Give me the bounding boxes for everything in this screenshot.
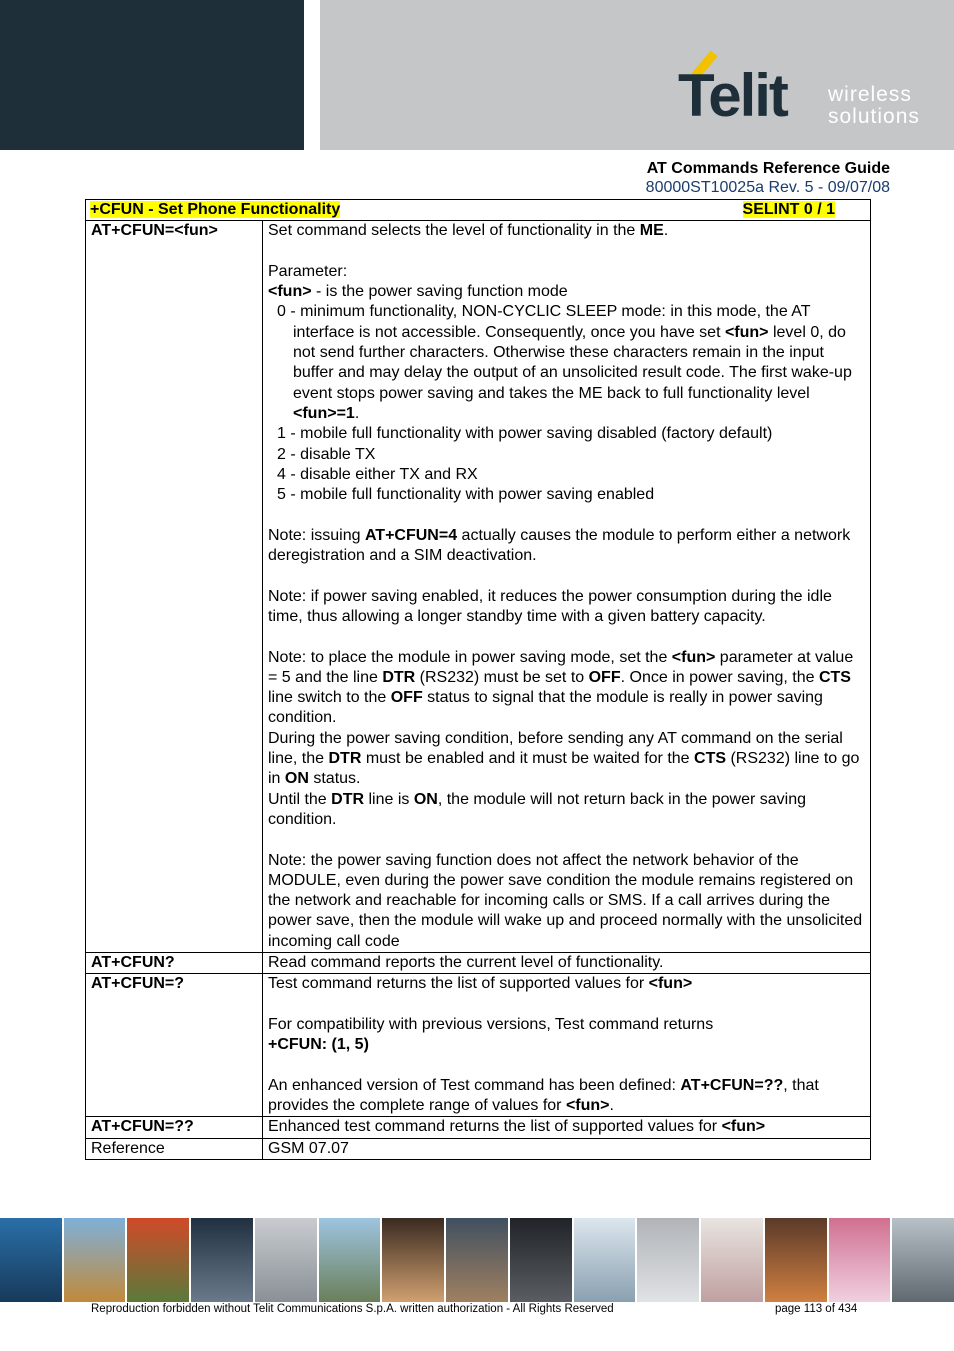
param-label: Parameter: (268, 262, 348, 280)
set-command: AT+CFUN=<fun> (86, 221, 263, 953)
table-header-row (86, 200, 871, 221)
enhanced-test-command: AT+CFUN=?? (86, 1117, 263, 1138)
footer-page-number: page 113 of 434 (775, 1303, 858, 1315)
footer-photo (446, 1218, 508, 1302)
enhanced-test-description: Enhanced test command returns the list of supported values for <fun> (263, 1117, 871, 1138)
doc-title: AT Commands Reference Guide (646, 160, 890, 177)
logo-tagline (828, 84, 920, 128)
footer-photo (892, 1218, 954, 1302)
reference-value: GSM 07.07 (263, 1138, 871, 1159)
option-0: 0 - minimum functionality, NON-CYCLIC SLEEP mode: in this mode, the AT interface is not accessible. Consequently, once you have set <fun> level 0, do not send further characters. Otherwise these characters remain in the input buffer and may delay the output of an unsolicited result code. The first wake-up event stops power saving and takes the ME back to full functionality level <fun>=1. (277, 303, 852, 422)
command-table (85, 199, 871, 1160)
test-command: AT+CFUN=? (86, 974, 263, 1117)
footer-photo (64, 1218, 126, 1302)
telit-logo (676, 46, 926, 132)
logo-tagline-2: solutions (828, 105, 920, 128)
read-description: Read command reports the current level of functionality. (263, 952, 871, 973)
footer-photo (127, 1218, 189, 1302)
selint-badge: SELINT 0 / 1 (742, 201, 835, 218)
logo-text: Telit (678, 62, 787, 129)
note-6: Note: the power saving function does not affect the network behavior of the MODULE, even during the power save condition the module remains registered on the network and reachable for incoming calls or SMS. If a call arrives during the power save, then the module will wake up and proceed normally with the unsolicited incoming call code (268, 851, 863, 950)
test-description: Test command returns the list of supported values for <fun> For compatibility with previous versions, Test command returns +CFUN: (1, 5) An enhanced version of Test command has been defined: AT+CFUN=??, that provides the complete range of values for <fun>. (263, 974, 871, 1117)
footer-copyright: Reproduction forbidden without Telit Communications S.p.A. written authorization - All Rights Reserved (91, 1303, 614, 1315)
table-row (86, 1117, 871, 1138)
footer-photo (382, 1218, 444, 1302)
footer-image-strip (0, 1218, 954, 1302)
option-5: 5 - mobile full functionality with power saving enabled (277, 486, 655, 504)
footer-photo (319, 1218, 381, 1302)
footer-photo (191, 1218, 253, 1302)
footer-photo (0, 1218, 62, 1302)
table-row (86, 1138, 871, 1159)
footer-photo (701, 1218, 763, 1302)
option-4: 4 - disable either TX and RX (277, 465, 478, 483)
table-row (86, 974, 871, 1117)
footer-photo (637, 1218, 699, 1302)
option-2: 2 - disable TX (277, 445, 376, 463)
table-title: +CFUN - Set Phone Functionality (90, 201, 341, 218)
note-2: Note: if power saving enabled, it reduces the power consumption during the idle time, thus allowing a longer standby time with a given battery capacity. (268, 587, 832, 625)
footer-photo (829, 1218, 891, 1302)
note-3: Note: to place the module in power saving mode, set the <fun> parameter at value = 5 and the line DTR (RS232) must be set to OFF. Once in power saving, the CTS line switch to the OFF status to signal that the module is really in power saving condition. (268, 648, 854, 727)
footer-photo (510, 1218, 572, 1302)
logo-tagline-1: wireless (828, 83, 912, 106)
footer-photo (765, 1218, 827, 1302)
note-1: Note: issuing AT+CFUN=4 actually causes the module to perform either a network deregistration and a SIM deactivation. (268, 526, 851, 565)
set-description: Set command selects the level of functionality in the ME. Parameter: <fun> - is the power saving function mode 0 - minimum functionality, NON-CYCLIC SLEEP mode: in this mode, the AT interface is not accessible. Consequently, once you have set <fun> level 0, do not send further characters. Otherwise these characters remain in the input buffer and may delay the output of an unsolicited result code. The first wake-up event stops power saving and takes the ME back to full functionality level <fun>=1. 1 - mobile full functionality with power saving disabled (factory default) 2 - disable TX 4 - disable either TX and RX 5 - mobile full functionality with power saving enabled Note: issuing AT+CFUN=4 actually causes the module to perform either a network deregistration and a SIM deactivation. Note: if power saving enabled, it reduces the power consumption during the idle time, thus allowing a longer standby time with a given battery capacity. Note: to place the module in power saving mode, set the <fun> parameter at value = 5 and the line DTR (RS232) must be set to OFF. Once in power saving, the CTS line switch to the OFF status to signal that the module is really in power saving condition. During the power saving condition, before sending any AT command on the serial line, the DTR must be enabled and it must be waited for the CTS (RS232) line to go in ON status. Until the DTR line is ON, the module will not return back in the power saving condition. Note: the power saving function does not affect the network behavior of the MODULE, even during the power save condition the module remains registered on the network and reachable for incoming calls or SMS. If a call arrives during the power save, then the module will wake up and proceed normally with the unsolicited incoming call code (263, 221, 871, 953)
note-5: Until the DTR line is ON, the module will not return back in the power saving condition. (268, 790, 807, 828)
option-1: 1 - mobile full functionality with power saving disabled (factory default) (277, 425, 773, 443)
doc-subtitle: 80000ST10025a Rev. 5 - 09/07/08 (645, 179, 890, 196)
footer-photo (255, 1218, 317, 1302)
table-row (86, 221, 871, 953)
note-4: During the power saving condition, before sending any AT command on the serial line, the DTR must be enabled and it must be waited for the CTS (RS232) line to go in ON status. (268, 729, 860, 788)
read-command: AT+CFUN? (86, 952, 263, 973)
table-row (86, 952, 871, 973)
reference-label: Reference (86, 1138, 263, 1159)
header-dark-panel (0, 0, 304, 150)
table-title-cell (86, 200, 871, 221)
footer-photo (574, 1218, 636, 1302)
